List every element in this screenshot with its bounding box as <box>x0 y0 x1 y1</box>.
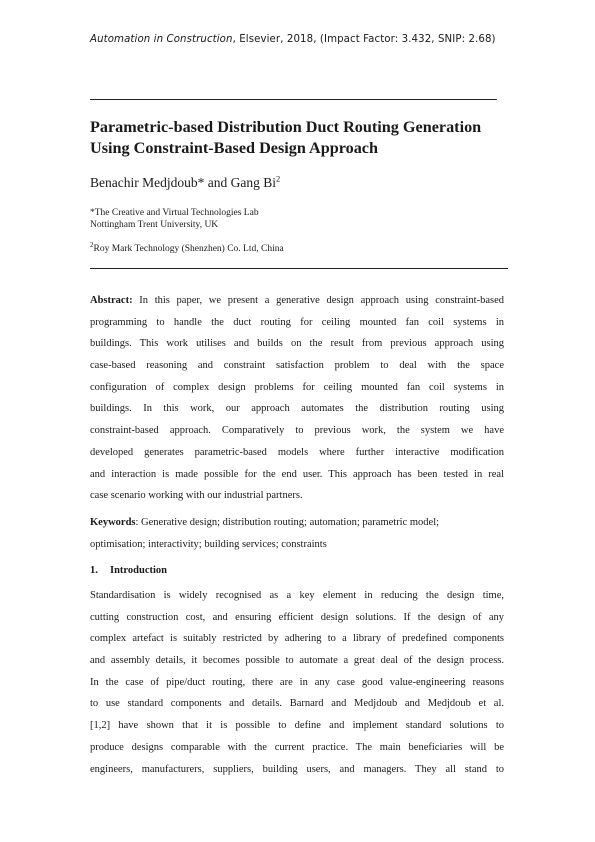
abstract-line: programming to handle the duct routing for ceiling mounted fan coil systems in <box>90 316 504 328</box>
affiliation-1 <box>90 207 259 231</box>
affiliation-2 <box>90 240 284 254</box>
abstract-line <box>90 290 504 312</box>
body-line: complex artefact is suitably restricted by adhering to a library of predefined components <box>90 633 504 645</box>
section-title: Introduction <box>110 565 167 576</box>
section-number: 1. <box>90 565 98 576</box>
body-line: cutting construction cost, and ensuring efficient design solutions. If the design of any <box>90 611 504 623</box>
keywords-label: Keywords <box>90 517 136 528</box>
abstract-line: case-based reasoning and constraint satisfaction problem to deal with the space <box>90 360 504 372</box>
title-line-2: Using Constraint-Based Design Approach <box>90 139 378 157</box>
section-body <box>90 585 504 780</box>
author-affiliation-marker: 2 <box>275 173 281 184</box>
keywords-text: : Generative design; distribution routing; automation; parametric model; <box>135 517 440 528</box>
body-line: to use standard components and details. Barnard and Medjdoub and Medjdoub et al. <box>90 698 504 710</box>
abstract <box>90 290 504 507</box>
keywords-line: optimisation; interactivity; building services; constraints <box>90 538 327 550</box>
author-names: Benachir Medjdoub* and Gang Bi <box>90 175 276 190</box>
abstract-line: buildings. In this work, our approach automates the distribution routing using <box>90 403 504 415</box>
abstract-line: buildings. This work utilises and builds on the result from previous approach using <box>90 338 504 350</box>
running-header <box>90 34 550 45</box>
journal-details: , Elsevier, 2018, (Impact Factor: 3.432, SNIP: 2.68) <box>232 34 496 45</box>
abstract-line: developed generates parametric-based models where further interactive modification <box>90 446 504 458</box>
keywords <box>90 512 504 555</box>
affiliation-2-text: Roy Mark Technology (Shenzhen) Co. Ltd, China <box>93 244 284 254</box>
body-line: In the case of pipe/duct routing, there are in any case good value-engineering reasons <box>90 676 504 688</box>
body-line: produce designs comparable with the current practice. The main beneficiaries will be <box>90 741 504 753</box>
abstract-label: Abstract: <box>90 295 133 306</box>
abstract-line: case scenario working with our industrial partners. <box>90 490 303 502</box>
abstract-line-text: In this paper, we present a generative design approach using constraint-based <box>132 295 504 306</box>
author-list <box>90 175 280 191</box>
affiliation-2-marker: 2 <box>90 240 94 249</box>
paper-title <box>90 117 510 159</box>
body-line: engineers, manufacturers, suppliers, building users, and managers. They all stand to <box>90 763 504 775</box>
abstract-line: configuration of complex design problems for ceiling mounted fan coil systems in <box>90 381 504 393</box>
abstract-line: and interaction is made possible for the end user. This approach has been tested in real <box>90 468 504 480</box>
affiliation-1-line-1: *The Creative and Virtual Technologies Lab <box>90 208 259 218</box>
journal-name: Automation in Construction <box>90 34 233 45</box>
title-line-1: Parametric-based Distribution Duct Routing Generation <box>90 118 482 136</box>
section-heading <box>90 565 167 576</box>
abstract-line: constraint-based approach. Comparatively to previous work, the system we have <box>90 425 504 437</box>
body-line: Standardisation is widely recognised as a key element in reducing the design time, <box>90 590 504 601</box>
body-line: [1,2] have shown that it is possible to define and implement standard solutions to <box>90 720 504 732</box>
abstract-rule <box>90 268 508 269</box>
body-line: and assembly details, it becomes possible to automate a great deal of the design process. <box>90 655 504 667</box>
header-rule <box>90 99 497 100</box>
keywords-line <box>90 512 504 534</box>
affiliation-1-line-2: Nottingham Trent University, UK <box>90 220 219 230</box>
